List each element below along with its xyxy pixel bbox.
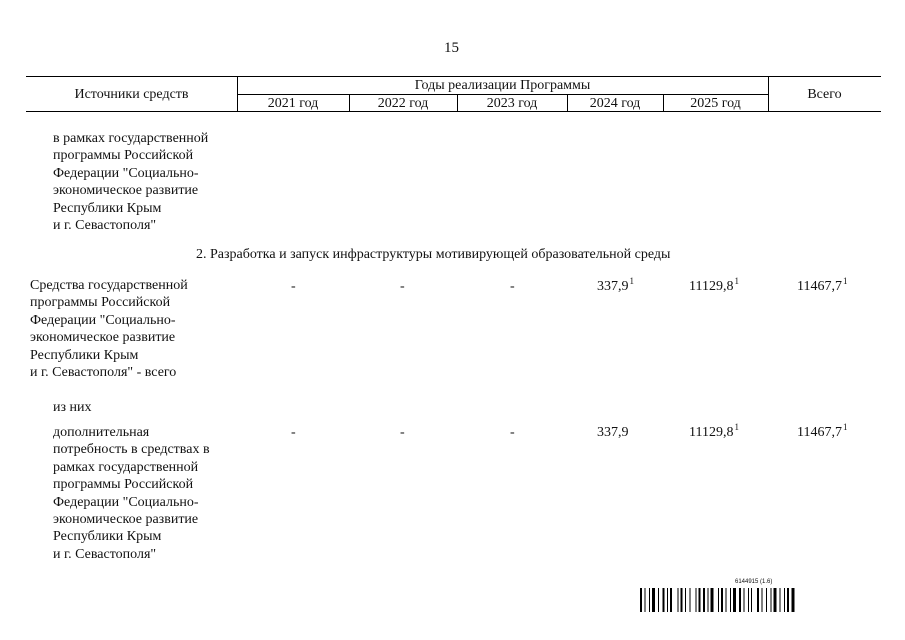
header-sources: Источники средств (74, 87, 189, 102)
value-2023: - (510, 279, 515, 294)
barcode-bar (658, 588, 659, 612)
barcode-bar (784, 588, 785, 612)
barcode-bar (663, 588, 665, 612)
barcode-bar (730, 588, 731, 612)
footnote-mark: 1 (734, 276, 739, 286)
of-which-label: из них (53, 400, 92, 415)
continuation-text: в рамках государственной программы Российской Федерации "Социально- экономическое развитие Республики Крым и г. Севастополя" (53, 131, 209, 234)
barcode-bar (718, 588, 719, 612)
page-number: 15 (444, 40, 459, 56)
value-total-text: 11467,7 (797, 279, 842, 294)
barcode-bar (699, 588, 701, 612)
value-2022: - (400, 425, 405, 440)
barcode-bar (751, 588, 752, 612)
value-2024 (597, 276, 634, 295)
header-year-2024: 2024 год (589, 96, 641, 111)
value-2024 (597, 425, 630, 441)
barcode-bar (667, 588, 668, 612)
row-label: дополнительная потребность в средствах в рамках государственной программы Российской Федерации "Социально- экономическое развитие Республики Крым и г. Севастополя" (53, 425, 210, 562)
barcode-bar (703, 588, 705, 612)
barcode-bar (711, 588, 714, 612)
barcode-bar (774, 588, 777, 612)
value-total (797, 276, 848, 295)
barcode-bar (645, 588, 646, 612)
value-2023: - (510, 425, 515, 440)
barcode-text: 6144915 (1.6) (735, 579, 773, 585)
barcode-bar (787, 588, 789, 612)
footnote-mark: 1 (842, 422, 848, 432)
barcode-bar (757, 588, 759, 612)
barcode-bar (690, 588, 691, 612)
value-2025 (689, 276, 739, 295)
value-2022: - (400, 279, 405, 294)
barcode-bar (739, 588, 741, 612)
value-total (797, 422, 848, 441)
barcode-bar (685, 588, 686, 612)
footnote-mark: 1 (629, 276, 634, 286)
header-top-rule (26, 76, 881, 77)
value-2024-text: 337,9 (597, 425, 629, 440)
value-2021: - (291, 279, 296, 294)
header-year-2021: 2021 год (267, 96, 319, 111)
footnote-mark: 1 (842, 276, 848, 286)
barcode-bar (640, 588, 642, 612)
barcode-bar (771, 588, 772, 612)
header-total: Всего (807, 87, 842, 102)
barcode-bar (744, 588, 745, 612)
barcode-bar (721, 588, 723, 612)
value-2024-text: 337,9 (597, 279, 629, 294)
barcode-bar (696, 588, 697, 612)
barcode-bar (708, 588, 709, 612)
footnote-mark: 1 (734, 422, 739, 432)
value-total-text: 11467,7 (797, 425, 842, 440)
header-mid-rule (237, 94, 768, 95)
value-2025-text: 11129,8 (689, 425, 734, 440)
barcode-bar (652, 588, 655, 612)
barcode-bar (678, 588, 679, 612)
barcode-bar (748, 588, 749, 612)
barcode (640, 588, 860, 612)
header-year-2025: 2025 год (690, 96, 741, 111)
row-label: Средства государственной программы Российской Федерации "Социально- экономическое развитие Республики Крым и г. Севастополя" - всего (30, 278, 188, 381)
header-year-2022: 2022 год (377, 96, 429, 111)
barcode-bar (766, 588, 767, 612)
barcode-bar (733, 588, 736, 612)
barcode-bar (780, 588, 781, 612)
header-years-title: Годы реализации Программы (414, 78, 591, 93)
value-2025-text: 11129,8 (689, 279, 734, 294)
value-2021: - (291, 425, 296, 440)
value-2025 (689, 422, 739, 441)
barcode-bar (649, 588, 650, 612)
barcode-bar (681, 588, 683, 612)
section-title: 2. Разработка и запуск инфраструктуры мотивирующей образовательной среды (196, 247, 671, 262)
barcode-bar (726, 588, 727, 612)
barcode-bar (670, 588, 672, 612)
barcode-bar (762, 588, 763, 612)
barcode-bar (792, 588, 795, 612)
header-year-2023: 2023 год (486, 96, 538, 111)
